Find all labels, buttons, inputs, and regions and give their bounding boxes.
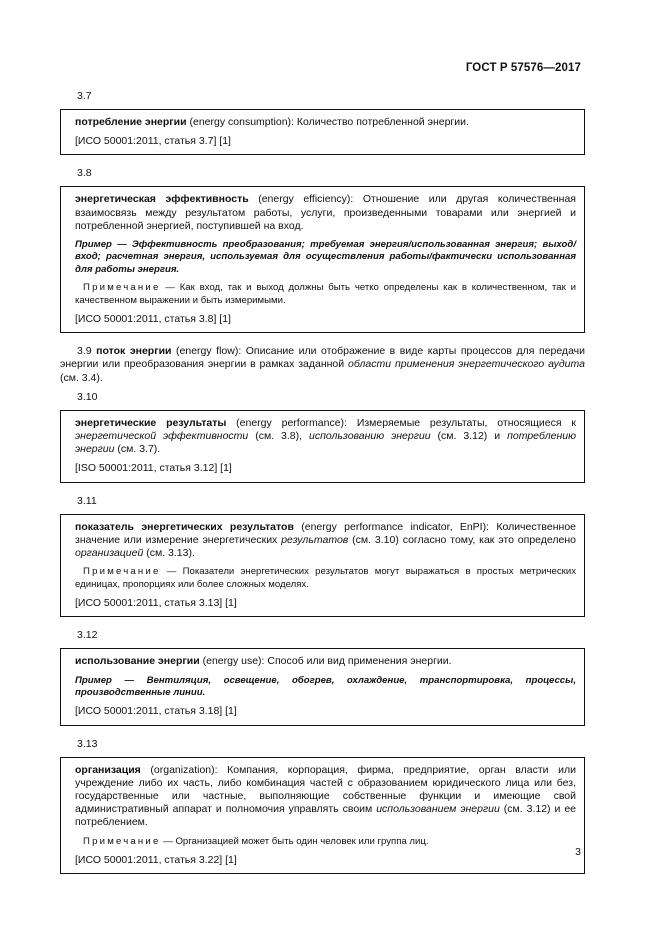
- entry-number: 3.7: [77, 90, 92, 102]
- note-text: — Как вход, так и выход должны быть четко определены как в количественном, так и качественном выражении и быть измеримыми.: [75, 282, 576, 306]
- note: [75, 836, 576, 848]
- reference: [ИСО 50001:2011, статья 3.22] [1]: [75, 853, 237, 866]
- term: использование энергии: [75, 655, 200, 668]
- term: организация: [75, 763, 141, 776]
- cross-reference-term: энергетической эффективности: [75, 430, 249, 443]
- entry-number: 3.12: [77, 629, 98, 642]
- english-term: (energy use):: [199, 655, 268, 668]
- definition-text: Описание или отображение в виде карты процессов для передачи энергии или преобразования энергии в рамках заданной: [60, 345, 586, 371]
- definition-text: (см. 3.12) и ее потреблением.: [75, 803, 577, 829]
- english-term: (energy performance indicator, EnPI):: [293, 520, 497, 533]
- reference: [ISO 50001:2011, статья 3.12] [1]: [75, 462, 232, 475]
- entry-number: 3.13: [77, 737, 98, 750]
- english-term: (energy flow):: [171, 345, 246, 358]
- cross-reference-term: потреблению энергии: [75, 430, 576, 456]
- cross-reference-term: результатов: [281, 533, 349, 546]
- english-term: (energy performance):: [226, 416, 357, 429]
- term-box-enpi: [60, 514, 585, 618]
- document-header: ГОСТ Р 57576—2017: [465, 62, 581, 74]
- term: потребление энергии: [75, 116, 187, 128]
- definition-text: Измеряемые результаты, относящиеся к: [356, 416, 577, 429]
- definition-text: Отношение или другая количественная взаимосвязь между результатом работы, услуги, произведенными товарами или энергией и потребленной энергией, поступившей на вход.: [75, 193, 576, 232]
- example: Пример — Вентиляция, освещение, обогрев, охлаждение, транспортировка, процессы, производственные линии.: [75, 674, 576, 698]
- note-label: Примечание: [83, 835, 161, 847]
- cross-reference-term: использованию энергии: [309, 430, 431, 443]
- reference: [ИСО 50001:2011, статья 3.13] [1]: [75, 597, 237, 610]
- term: энергетическая эффективность: [75, 193, 249, 206]
- definition: [75, 417, 576, 457]
- definition: [75, 193, 576, 233]
- term-box-energy-performance: [60, 410, 585, 483]
- definition-text: Количественное значение или измерение энергетических: [75, 520, 577, 546]
- example: Пример — Эффективность преобразования; требуемая энергия/использованная энергия; выход/вход; расчетная энергия, используемая для осуществления работы/фактически использованная для работы энергия.: [75, 239, 576, 275]
- note-label: Примечание: [83, 282, 161, 294]
- entry-number: 3.8: [77, 167, 92, 180]
- definition-text: Количество потребленной энергии.: [296, 116, 469, 128]
- definition-text: (см. 3.10) согласно тому, как это определено: [348, 533, 576, 546]
- reference: [ИСО 50001:2011, статья 3.7] [1]: [75, 135, 231, 148]
- definition: [75, 116, 576, 129]
- term-box-organization: [60, 757, 585, 875]
- definition-text: Компания, корпорация, фирма, предприятие, орган власти или учреждение либо их часть, либо комбинация частей с образованием юридического лица или без, государственные или частные, выполняющие собственные функции и имеющие свой административный аппарат и полномочия управлять своим: [75, 763, 577, 816]
- definition-text: (см. 3.13).: [143, 547, 195, 560]
- term-box-energy-use: [60, 648, 585, 725]
- note-text: — Показатели энергетических результатов могут выражаться в простых метрических единицах, пропорциях или более сложных моделях.: [75, 566, 576, 590]
- term-box-energy-consumption: [60, 109, 585, 155]
- definition-text: (см. 3.8),: [248, 430, 310, 443]
- note-text: — Организацией может быть один человек или группа лиц.: [160, 835, 429, 847]
- terms-content: [60, 90, 585, 886]
- definition: [75, 655, 576, 668]
- english-term: (energy efficiency):: [248, 193, 363, 206]
- cross-reference-term: организацией: [75, 547, 144, 560]
- entry-number: 3.9: [77, 345, 92, 358]
- definition-text: (см. 3.4).: [60, 371, 103, 384]
- definition-text: (см. 3.12) и: [430, 430, 508, 443]
- definition-text: (см. 3.7).: [114, 443, 161, 456]
- note: [75, 566, 576, 591]
- note: [75, 282, 576, 307]
- cross-reference-term: области применения энергетического аудита: [348, 358, 585, 371]
- term-box-energy-efficiency: [60, 186, 585, 333]
- entry-number: 3.10: [77, 390, 98, 403]
- term: показатель энергетических результатов: [75, 520, 294, 533]
- cross-reference-term: использованием энергии: [376, 803, 500, 816]
- note-label: Примечание: [83, 566, 161, 578]
- definition: [75, 521, 576, 561]
- english-term: (organization):: [140, 763, 228, 776]
- reference: [ИСО 50001:2011, статья 3.8] [1]: [75, 313, 231, 326]
- reference: [ИСО 50001:2011, статья 3.18] [1]: [75, 705, 237, 718]
- page-number: 3: [575, 846, 581, 858]
- term-energy-flow: [60, 345, 585, 385]
- english-term: (energy consumption):: [186, 116, 297, 128]
- term: поток энергии: [96, 345, 172, 358]
- definition-text: Способ или вид применения энергии.: [267, 655, 452, 668]
- definition: [75, 764, 576, 830]
- term: энергетические результаты: [75, 416, 227, 429]
- entry-number: 3.11: [77, 494, 97, 507]
